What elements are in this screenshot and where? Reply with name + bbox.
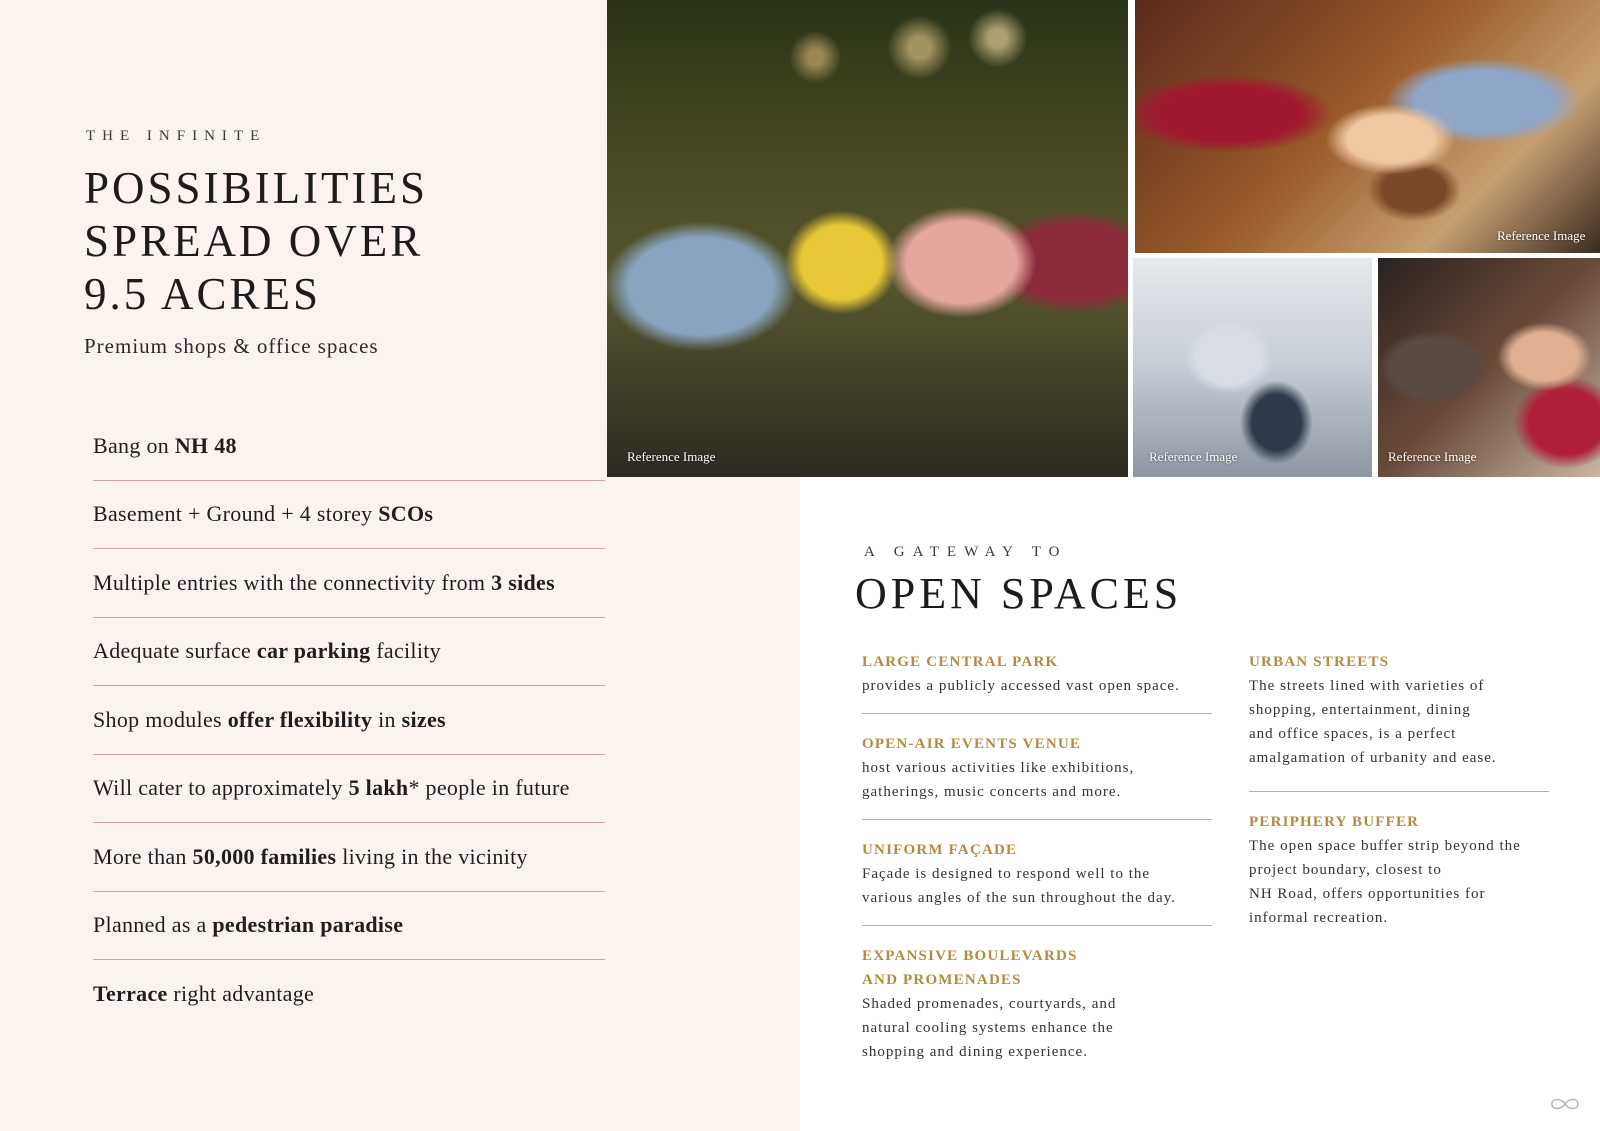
amenity-text: amalgamation of urbanity and ease. bbox=[1249, 750, 1497, 766]
open-spaces-right-column bbox=[1249, 650, 1549, 962]
amenity-block bbox=[862, 732, 1212, 820]
feature-text: living in the vicinity bbox=[342, 843, 528, 869]
amenity-heading: UNIFORM FAÇADE bbox=[862, 842, 1018, 858]
amenity-text: NH Road, offers opportunities for bbox=[1249, 886, 1486, 902]
hero-title bbox=[84, 162, 584, 321]
feature-item bbox=[93, 960, 605, 1029]
feature-text: Bang on bbox=[93, 432, 170, 458]
photo-caption: Reference Image bbox=[1388, 449, 1477, 464]
feature-text: Adequate surface bbox=[93, 638, 252, 664]
feature-highlight: 3 sides bbox=[491, 569, 555, 595]
feature-highlight: 5 lakh bbox=[348, 775, 409, 801]
feature-text: More than bbox=[93, 843, 187, 869]
amenity-block bbox=[862, 838, 1212, 926]
amenity-text: various angles of the sun throughout the day. bbox=[862, 890, 1176, 906]
feature-item bbox=[93, 412, 605, 481]
photo-office-workers bbox=[1133, 258, 1372, 477]
amenity-text: Façade is designed to respond well to the bbox=[862, 866, 1151, 882]
hero-kicker: THE INFINITE bbox=[86, 128, 267, 144]
feature-list bbox=[93, 412, 605, 1029]
amenity-heading: AND PROMENADES bbox=[862, 972, 1022, 988]
feature-item bbox=[93, 549, 605, 618]
amenity-heading: URBAN STREETS bbox=[1249, 654, 1390, 670]
amenity-heading: OPEN-AIR EVENTS VENUE bbox=[862, 736, 1082, 752]
feature-text: right advantage bbox=[173, 981, 315, 1007]
feature-text: in bbox=[378, 706, 396, 732]
amenity-text: shopping and dining experience. bbox=[862, 1044, 1088, 1060]
gateway-title: OPEN SPACES bbox=[855, 569, 1183, 618]
amenity-text: The open space buffer strip beyond the bbox=[1249, 838, 1521, 854]
amenity-block bbox=[1249, 650, 1549, 792]
feature-highlight: SCOs bbox=[378, 501, 434, 527]
photo-caption: Reference Image bbox=[1497, 228, 1586, 243]
amenity-text: The streets lined with varieties of bbox=[1249, 678, 1485, 694]
feature-item bbox=[93, 892, 605, 961]
amenity-text: Shaded promenades, courtyards, and bbox=[862, 996, 1117, 1012]
photo-friends-singing bbox=[607, 0, 1128, 477]
feature-item bbox=[93, 755, 605, 824]
feature-text: * people in future bbox=[408, 775, 570, 801]
hero-title-line: 9.5 ACRES bbox=[84, 269, 322, 319]
feature-highlight: pedestrian paradise bbox=[212, 912, 404, 938]
feature-item bbox=[93, 686, 605, 755]
hero-title-line: POSSIBILITIES bbox=[84, 163, 429, 213]
feature-item bbox=[93, 481, 605, 550]
feature-text: Planned as a bbox=[93, 912, 207, 938]
feature-highlight: NH 48 bbox=[174, 432, 237, 458]
photo-caption: Reference Image bbox=[627, 449, 716, 464]
photo-cafe-couple bbox=[1378, 258, 1600, 477]
amenity-text: provides a publicly accessed vast open space. bbox=[862, 678, 1180, 694]
amenity-heading: LARGE CENTRAL PARK bbox=[862, 654, 1059, 670]
feature-text: Multiple entries with the connectivity from bbox=[93, 569, 486, 595]
photo-family-shopping bbox=[1135, 0, 1600, 253]
feature-text: Basement + Ground + 4 storey bbox=[93, 501, 373, 527]
amenity-text: shopping, entertainment, dining bbox=[1249, 702, 1471, 718]
amenity-text: gatherings, music concerts and more. bbox=[862, 784, 1122, 800]
amenity-heading: EXPANSIVE BOULEVARDS bbox=[862, 948, 1078, 964]
amenity-text: host various activities like exhibitions, bbox=[862, 760, 1135, 776]
gateway-kicker: A GATEWAY TO bbox=[864, 544, 1068, 560]
amenity-block bbox=[862, 650, 1212, 714]
amenity-text: project boundary, closest to bbox=[1249, 862, 1442, 878]
amenity-block bbox=[862, 944, 1212, 1078]
feature-text: facility bbox=[376, 638, 441, 664]
open-spaces-left-column bbox=[862, 650, 1212, 1096]
amenity-text: informal recreation. bbox=[1249, 910, 1389, 926]
feature-highlight: sizes bbox=[401, 706, 446, 732]
feature-text: Shop modules bbox=[93, 706, 222, 732]
amenity-text: and office spaces, is a perfect bbox=[1249, 726, 1457, 742]
amenity-heading: PERIPHERY BUFFER bbox=[1249, 814, 1420, 830]
amenity-block bbox=[1249, 810, 1549, 944]
feature-text: Will cater to approximately bbox=[93, 775, 343, 801]
feature-item bbox=[93, 823, 605, 892]
feature-item bbox=[93, 618, 605, 687]
feature-highlight: offer flexibility bbox=[227, 706, 373, 732]
feature-highlight: Terrace bbox=[93, 981, 168, 1007]
feature-highlight: car parking bbox=[256, 638, 371, 664]
amenity-text: natural cooling systems enhance the bbox=[862, 1020, 1114, 1036]
hero-title-line: SPREAD OVER bbox=[84, 216, 424, 266]
photo-caption: Reference Image bbox=[1149, 449, 1238, 464]
infinity-icon bbox=[1548, 1096, 1582, 1112]
hero-subtitle: Premium shops & office spaces bbox=[84, 334, 379, 358]
feature-highlight: 50,000 families bbox=[192, 843, 337, 869]
